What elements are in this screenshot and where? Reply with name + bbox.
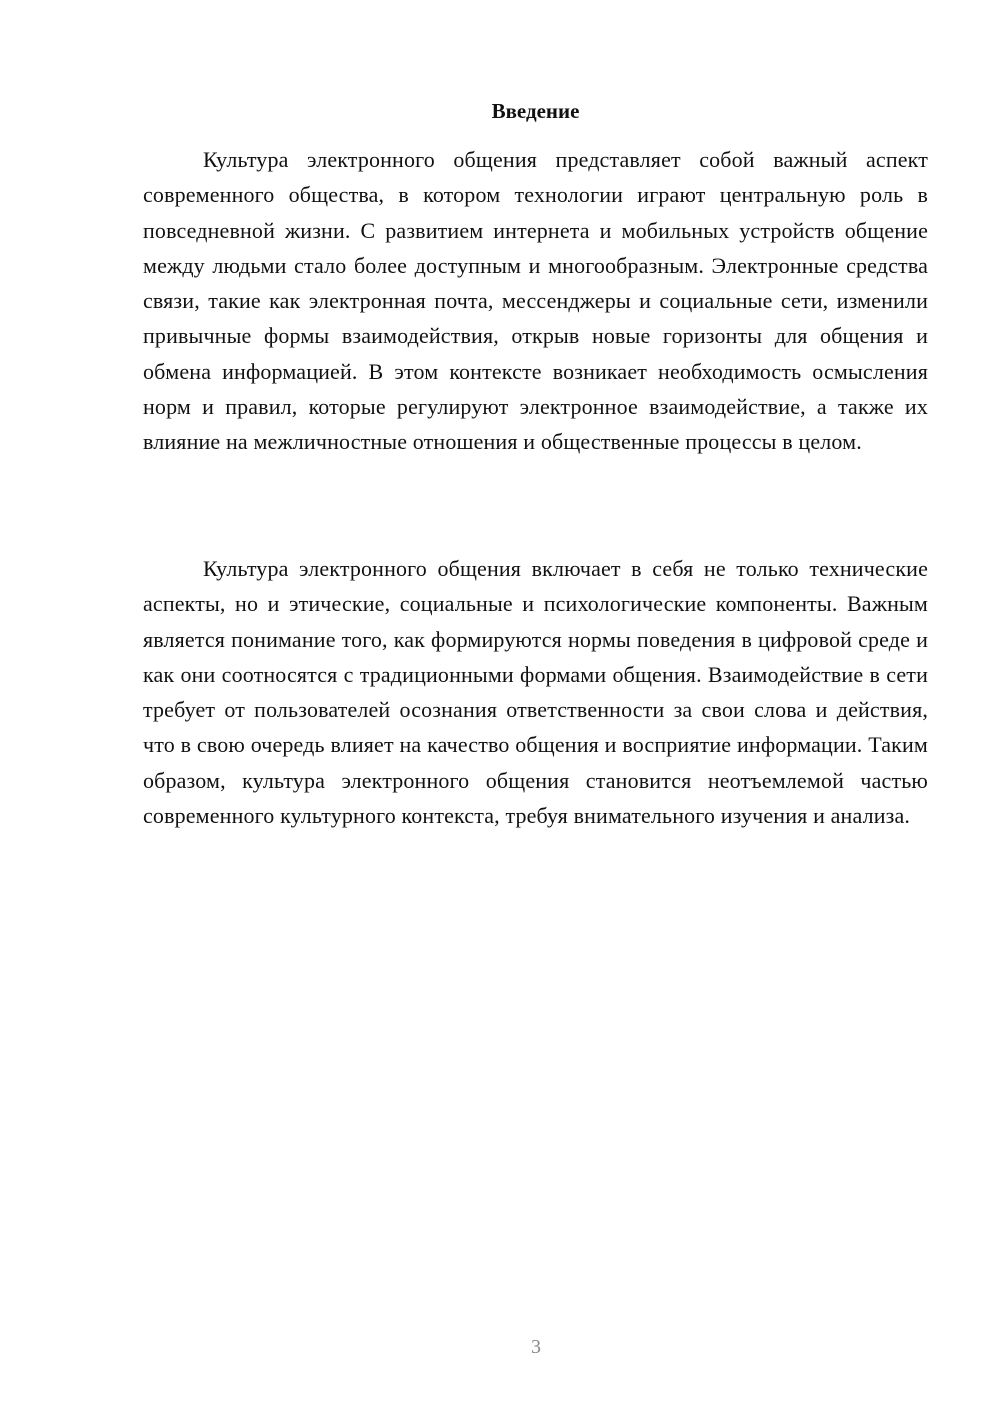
paragraph-2: Культура электронного общения включает в себя не только технические аспекты, но и этические, социальные и психологические компоненты. Важным является понимание того, как формируются нормы поведения в цифровой среде и как они соотносятся с традиционными формами общения. Взаимодействие в сети требует от пользователей осознания ответственности за свои слова и действия, что в свою очередь влияет на качество общения и восприятие информации. Таким образом, культура электронного общения становится неотъемлемой частью современного культурного контекста, требуя внимательного изучения и анализа. (143, 556, 928, 829)
paragraph-1: Культура электронного общения представляет собой важный аспект современного общества, в котором технологии играют центральную роль в повседневной жизни. С развитием интернета и мобильных устройств общение между людьми стало более доступным и многообразным. Электронные средства связи, такие как электронная почта, мессенджеры и социальные сети, изменили привычные формы взаимодействия, открыв новые горизонты для общения и обмена информацией. В этом контексте возникает необходимость осмысления норм и правил, которые регулируют электронное взаимодействие, а также их влияние на межличностные отношения и общественные процессы в целом. (143, 147, 928, 455)
section-heading: Введение (491, 99, 580, 123)
page-number: 3 (531, 1336, 541, 1358)
